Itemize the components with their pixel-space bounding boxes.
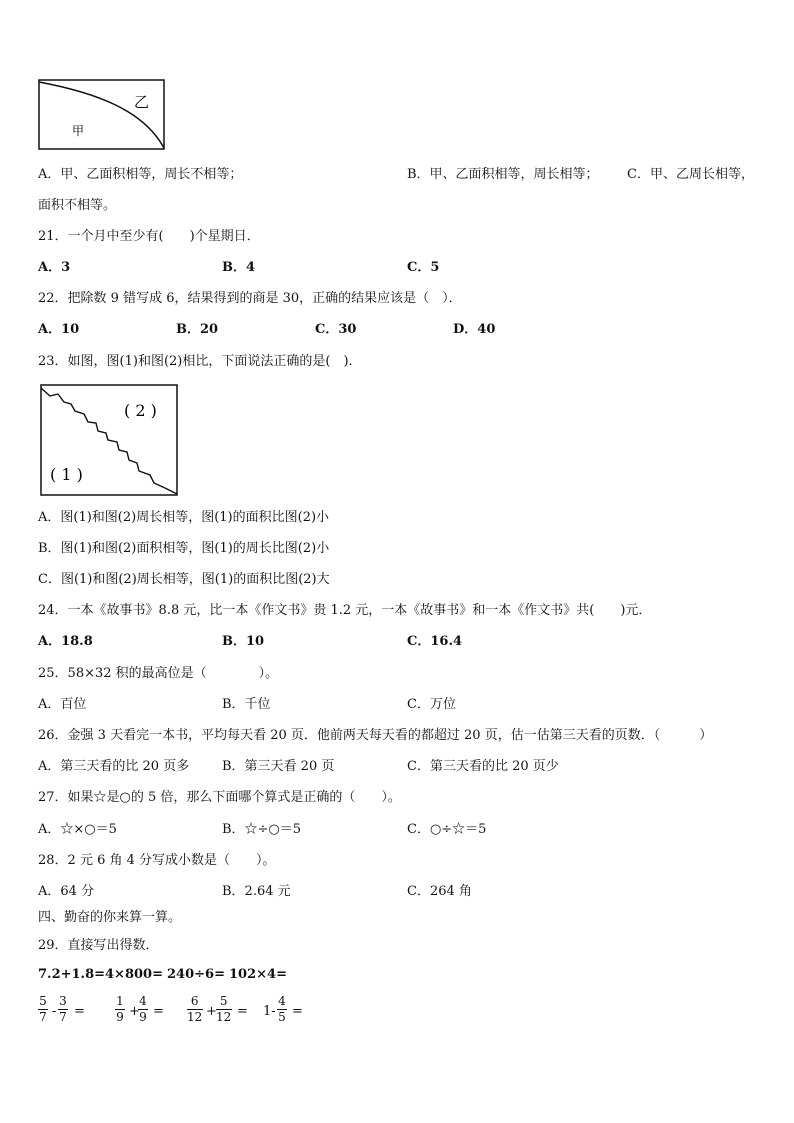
label-shape-1: ( 1 ) [50,465,83,484]
q28-option-a[interactable]: A．64 分 [38,884,95,899]
fraction-4-5: 4 5 [278,994,286,1024]
fraction-5-12: 5 12 [216,994,232,1024]
q24-option-c[interactable]: C．16.4 [407,634,463,649]
q24-stem: 24．一本《故事书》8.8 元，比一本《作文书》贵 1.2 元，一本《故事书》和一本《作文书》共( )元． [38,603,652,618]
q23-option-c[interactable]: C．图(1)和图(2)周长相等，图(1)的面积比图(2)大 [38,572,330,587]
curve-boundary [39,82,164,148]
q26-option-a[interactable]: A．第三天看的比 20 页多 [38,759,190,774]
q21-option-c[interactable]: C．5 [407,260,440,275]
equals-sign: = [153,1004,164,1019]
q27-option-b[interactable]: B．☆÷○＝5 [222,822,302,837]
q25-stem: 25．58×32 积的最高位是（ ）。 [38,666,279,681]
q23-stem: 23．如图，图(1)和图(2)相比，下面说法正确的是( )． [38,354,362,369]
equals-sign: = [292,1004,303,1019]
fraction-4-9: 4 9 [139,994,147,1024]
fraction-3-7: 3 7 [59,994,67,1024]
q20-option-c-continued: 面积不相等。 [38,198,117,213]
q24-option-a[interactable]: A．18.8 [38,634,93,649]
operator-plus: + [206,1004,217,1019]
fraction-5-7: 5 7 [39,994,47,1024]
q20-option-b[interactable]: B．甲、乙面积相等，周长相等； [407,167,599,182]
q23-option-b[interactable]: B．图(1)和图(2)面积相等，图(1)的周长比图(2)小 [38,541,330,556]
q22-option-a[interactable]: A．10 [38,322,80,337]
label-yi: 乙 [134,93,150,111]
q26-option-b[interactable]: B．第三天看 20 页 [222,759,335,774]
q28-stem: 28．2 元 6 角 4 分写成小数是（ ）。 [38,853,276,868]
q23-option-a[interactable]: A．图(1)和图(2)周长相等，图(1)的面积比图(2)小 [38,510,330,525]
q26-stem: 26．金强 3 天看完一本书，平均每天看 20 页．他前两天每天看的都超过 20 页，估一估第三天看的页数．（ ） [38,728,713,743]
label-jia: 甲 [72,124,85,138]
minuend-one: 1- [263,1004,276,1019]
q20-option-c[interactable]: C．甲、乙周长相等， [627,167,754,182]
q25-option-a[interactable]: A．百位 [38,697,87,712]
q20-option-a[interactable]: A．甲、乙面积相等，周长不相等； [38,167,243,182]
q22-stem: 22．把除数 9 错写成 6，结果得到的商是 30，正确的结果应该是（ ）． [38,291,462,306]
q27-stem: 27．如果☆是○的 5 倍，那么下面哪个算式是正确的（ ）。 [38,790,401,805]
q24-option-b[interactable]: B．10 [222,634,265,649]
calc-4: 102×4= [229,967,287,982]
q28-option-b[interactable]: B．2.64 元 [222,884,291,899]
q22-option-b[interactable]: B．20 [176,322,219,337]
q25-option-b[interactable]: B．千位 [222,697,271,712]
q22-option-d[interactable]: D．40 [453,322,496,337]
equals-sign: = [237,1004,248,1019]
q29-stem: 29．直接写出得数． [38,938,159,953]
q25-option-c[interactable]: C．万位 [407,697,456,712]
q28-option-c[interactable]: C．264 角 [407,884,472,899]
fraction-1-9: 1 9 [116,994,124,1024]
q22-option-c[interactable]: C．30 [315,322,357,337]
calc-3: 240÷6= [167,967,225,982]
label-shape-2: ( 2 ) [124,401,157,420]
figure-shape-1-2 [40,384,180,498]
section-title: 四、勤奋的你来算一算。 [38,910,182,925]
q27-option-a[interactable]: A．☆×○＝5 [38,822,117,837]
q21-option-b[interactable]: B．4 [222,260,256,275]
q21-stem: 21．一个月中至少有( )个星期日． [38,229,260,244]
figure-jia-yi [38,79,166,151]
equals-sign: = [74,1004,85,1019]
q27-option-c[interactable]: C．○÷☆＝5 [407,822,487,837]
calc-1: 7.2+1.8= [38,967,106,982]
q21-option-a[interactable]: A．3 [38,260,71,275]
operator-plus: + [129,1004,140,1019]
q26-option-c[interactable]: C．第三天看的比 20 页少 [407,759,559,774]
calc-2: 4×800= [105,967,163,982]
fraction-6-12: 6 12 [187,994,203,1024]
operator-minus: - [52,1004,57,1019]
